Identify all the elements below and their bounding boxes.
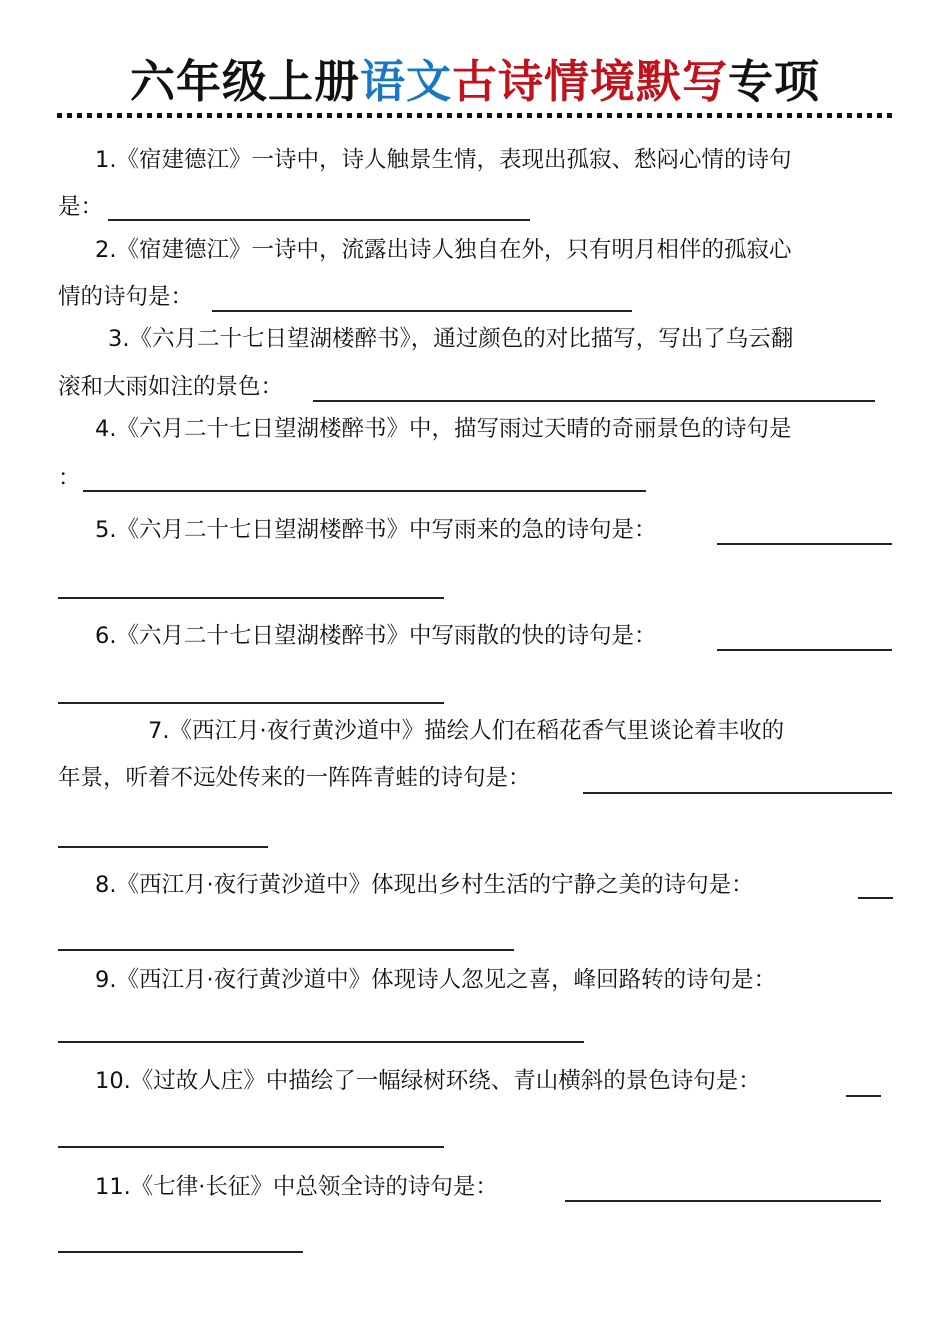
question-7-text: 7.《西江月·夜行黄沙道中》描绘人们在稻花香气里谈论着丰收的 (148, 718, 785, 744)
question-8-answer-blank-cont[interactable] (58, 949, 514, 951)
title-suffix: 专项 (728, 55, 821, 108)
question-2-text: 2.《宿建德江》一诗中，流露出诗人独自在外，只有明月相伴的孤寂心 (95, 237, 792, 263)
question-6-answer-blank-cont[interactable] (58, 702, 444, 704)
question-1-answer-blank[interactable] (108, 219, 530, 221)
question-5-answer-blank[interactable] (717, 543, 892, 545)
question-2-text-cont: 情的诗句是： (58, 284, 194, 310)
title-subject: 语文 (359, 55, 452, 108)
question-11-text: 11.《七律·长征》中总领全诗的诗句是： (95, 1174, 498, 1200)
question-4-text: 4.《六月二十七日望湖楼醉书》中，描写雨过天晴的奇丽景色的诗句是 (95, 416, 792, 442)
question-5-answer-blank-cont[interactable] (58, 597, 444, 599)
question-4-answer-blank[interactable] (83, 490, 646, 492)
question-10-answer-blank-cont[interactable] (58, 1146, 444, 1148)
question-7-answer-blank[interactable] (583, 792, 892, 794)
question-8-text: 8.《西江月·夜行黄沙道中》体现出乡村生活的宁静之美的诗句是： (95, 872, 754, 898)
question-6-text: 6.《六月二十七日望湖楼醉书》中写雨散的快的诗句是： (95, 623, 657, 649)
question-5-text: 5.《六月二十七日望湖楼醉书》中写雨来的急的诗句是： (95, 517, 657, 543)
question-3-text-cont: 滚和大雨如注的景色： (58, 374, 284, 400)
question-3-answer-blank[interactable] (313, 400, 875, 402)
question-9-answer-blank[interactable] (58, 1041, 584, 1043)
question-7-answer-blank-cont[interactable] (58, 846, 268, 848)
question-1-text-cont: 是： (58, 194, 104, 220)
question-11-answer-blank-cont[interactable] (58, 1251, 303, 1253)
question-7-text-cont: 年景，听着不远处传来的一阵阵青蛙的诗句是： (58, 765, 531, 791)
question-11-answer-blank[interactable] (565, 1200, 881, 1202)
question-3-text: 3.《六月二十七日望湖楼醉书》，通过颜色的对比描写，写出了乌云翻 (108, 326, 794, 352)
page-title (0, 52, 950, 112)
question-4-text-cont: ： (58, 465, 81, 491)
question-9-text: 9.《西江月·夜行黄沙道中》体现诗人忽见之喜，峰回路转的诗句是： (95, 967, 777, 993)
question-10-answer-blank[interactable] (846, 1095, 881, 1097)
dotted-divider (57, 113, 894, 118)
title-grade: 六年级上册 (129, 55, 360, 108)
question-10-text: 10.《过故人庄》中描绘了一幅绿树环绕、青山横斜的景色诗句是： (95, 1068, 761, 1094)
question-1-text: 1.《宿建德江》一诗中，诗人触景生情，表现出孤寂、愁闷心情的诗句 (95, 147, 792, 173)
question-6-answer-blank[interactable] (717, 649, 892, 651)
question-2-answer-blank[interactable] (212, 310, 632, 312)
question-8-answer-blank[interactable] (858, 897, 893, 899)
title-topic: 古诗情境默写 (452, 55, 729, 108)
